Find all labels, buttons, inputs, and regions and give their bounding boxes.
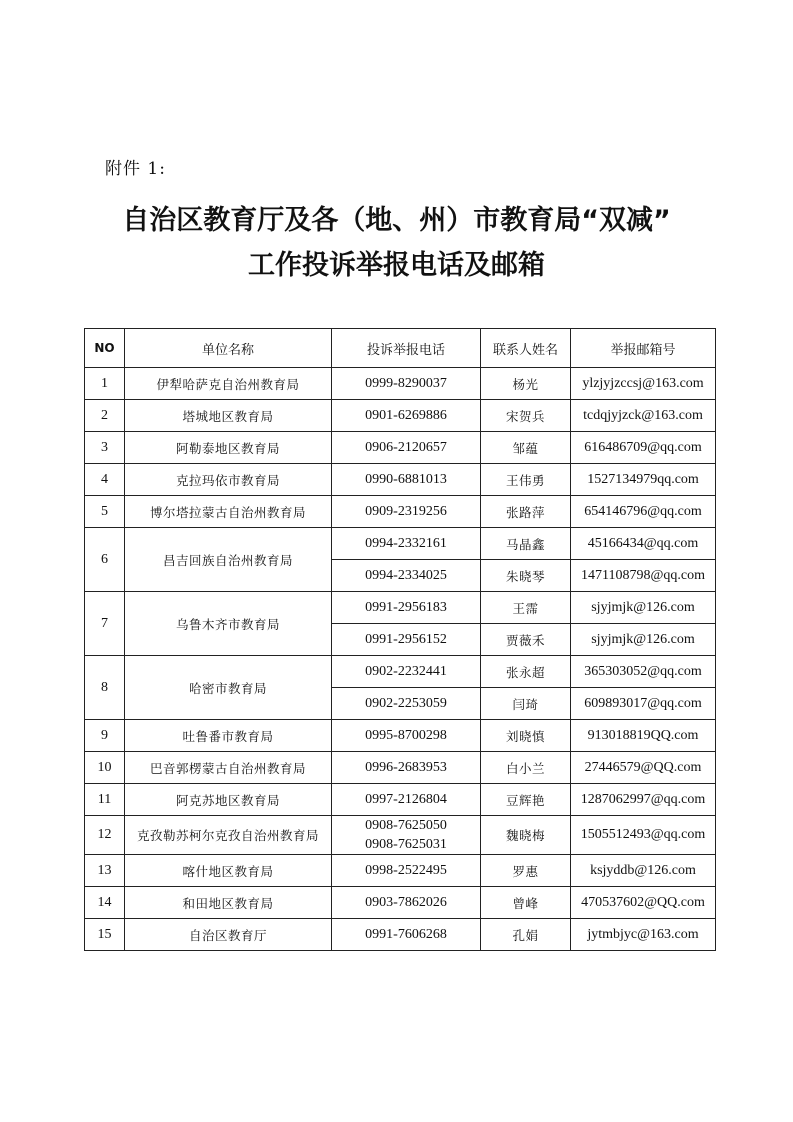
- row-number: 8: [85, 656, 125, 720]
- phone-number: 0903-7862026: [332, 887, 481, 919]
- email-address: 365303052@qq.com: [571, 656, 716, 688]
- contact-name: 白小兰: [481, 752, 571, 784]
- header-phone: 投诉举报电话: [332, 329, 481, 368]
- unit-name: 和田地区教育局: [125, 887, 332, 919]
- row-number: 1: [85, 368, 125, 400]
- contact-name: 邹蕴: [481, 432, 571, 464]
- table-row: [85, 592, 716, 624]
- contact-name: 王霈: [481, 592, 571, 624]
- row-number: 5: [85, 496, 125, 528]
- contact-name: 杨光: [481, 368, 571, 400]
- phone-number: 0999-8290037: [332, 368, 481, 400]
- email-address: 470537602@QQ.com: [571, 887, 716, 919]
- contact-name: 马晶鑫: [481, 528, 571, 560]
- unit-name: 克孜勒苏柯尔克孜自治州教育局: [125, 816, 332, 855]
- row-number: 4: [85, 464, 125, 496]
- phone-number: 0996-2683953: [332, 752, 481, 784]
- email-address: 1287062997@qq.com: [571, 784, 716, 816]
- row-number: 3: [85, 432, 125, 464]
- contact-name: 刘晓慎: [481, 720, 571, 752]
- header-unit: 单位名称: [125, 329, 332, 368]
- unit-name: 哈密市教育局: [125, 656, 332, 720]
- unit-name: 克拉玛依市教育局: [125, 464, 332, 496]
- table-row: [85, 887, 716, 919]
- unit-name: 巴音郭楞蒙古自治州教育局: [125, 752, 332, 784]
- email-address: 1505512493@qq.com: [571, 816, 716, 855]
- attachment-label: 附件 1:: [105, 159, 166, 179]
- phone-number: 0902-2232441: [332, 656, 481, 688]
- row-number: 12: [85, 816, 125, 855]
- row-number: 10: [85, 752, 125, 784]
- contact-name: 闫琦: [481, 688, 571, 720]
- table-header-row: [85, 329, 716, 368]
- table-row: [85, 432, 716, 464]
- row-number: 6: [85, 528, 125, 592]
- table-row: [85, 919, 716, 951]
- phone-number: 0991-2956183: [332, 592, 481, 624]
- table-row: [85, 784, 716, 816]
- document-title-line-2: 工作投诉举报电话及邮箱: [248, 250, 545, 281]
- table-row: [85, 720, 716, 752]
- contact-name: 张路萍: [481, 496, 571, 528]
- table-row: [85, 368, 716, 400]
- email-address: 27446579@QQ.com: [571, 752, 716, 784]
- email-address: 45166434@qq.com: [571, 528, 716, 560]
- contact-name: 孔娟: [481, 919, 571, 951]
- email-address: 913018819QQ.com: [571, 720, 716, 752]
- email-address: ylzjyjzccsj@163.com: [571, 368, 716, 400]
- email-address: jytmbjyc@163.com: [571, 919, 716, 951]
- phone-number: 0991-7606268: [332, 919, 481, 951]
- email-address: sjyjmjk@126.com: [571, 592, 716, 624]
- contact-name: 朱晓琴: [481, 560, 571, 592]
- row-number: 9: [85, 720, 125, 752]
- phone-number: 0998-2522495: [332, 855, 481, 887]
- unit-name: 乌鲁木齐市教育局: [125, 592, 332, 656]
- phone-number: 0909-2319256: [332, 496, 481, 528]
- unit-name: 伊犁哈萨克自治州教育局: [125, 368, 332, 400]
- table-row: [85, 400, 716, 432]
- table-row: [85, 855, 716, 887]
- table-body: [85, 368, 716, 951]
- phone-number: 0902-2253059: [332, 688, 481, 720]
- row-number: 15: [85, 919, 125, 951]
- phone-number: 0991-2956152: [332, 624, 481, 656]
- email-address: 609893017@qq.com: [571, 688, 716, 720]
- unit-name: 博尔塔拉蒙古自治州教育局: [125, 496, 332, 528]
- table-row: [85, 464, 716, 496]
- table-row: [85, 816, 716, 855]
- table-row: [85, 752, 716, 784]
- email-address: 1527134979qq.com: [571, 464, 716, 496]
- contact-name: 贾薇禾: [481, 624, 571, 656]
- row-number: 13: [85, 855, 125, 887]
- email-address: 616486709@qq.com: [571, 432, 716, 464]
- contact-table: [84, 328, 716, 951]
- phone-number: 0908-7625031: [365, 837, 447, 852]
- contact-name: 罗惠: [481, 855, 571, 887]
- row-number: 14: [85, 887, 125, 919]
- phone-number: 0994-2332161: [332, 528, 481, 560]
- unit-name: 吐鲁番市教育局: [125, 720, 332, 752]
- email-address: sjyjmjk@126.com: [571, 624, 716, 656]
- contact-name: 曾峰: [481, 887, 571, 919]
- phone-number-pair: [332, 816, 481, 855]
- phone-number: 0990-6881013: [332, 464, 481, 496]
- row-number: 2: [85, 400, 125, 432]
- table-row: [85, 656, 716, 688]
- contact-name: 张永超: [481, 656, 571, 688]
- unit-name: 阿勒泰地区教育局: [125, 432, 332, 464]
- header-no: NO: [85, 329, 125, 368]
- phone-number: 0994-2334025: [332, 560, 481, 592]
- email-address: ksjyddb@126.com: [571, 855, 716, 887]
- contact-name: 宋贺兵: [481, 400, 571, 432]
- email-address: tcdqjyjzck@163.com: [571, 400, 716, 432]
- document-title-line-1: 自治区教育厅及各（地、州）市教育局“双减”: [122, 205, 671, 236]
- unit-name: 塔城地区教育局: [125, 400, 332, 432]
- row-number: 11: [85, 784, 125, 816]
- phone-number: 0901-6269886: [332, 400, 481, 432]
- contact-name: 王伟勇: [481, 464, 571, 496]
- row-number: 7: [85, 592, 125, 656]
- phone-number: 0906-2120657: [332, 432, 481, 464]
- unit-name: 昌吉回族自治州教育局: [125, 528, 332, 592]
- email-address: 654146796@qq.com: [571, 496, 716, 528]
- unit-name: 阿克苏地区教育局: [125, 784, 332, 816]
- contact-name: 魏晓梅: [481, 816, 571, 855]
- phone-number: 0995-8700298: [332, 720, 481, 752]
- table-row: [85, 528, 716, 560]
- header-contact-name: 联系人姓名: [481, 329, 571, 368]
- email-address: 1471108798@qq.com: [571, 560, 716, 592]
- contact-name: 豆辉艳: [481, 784, 571, 816]
- unit-name: 自治区教育厅: [125, 919, 332, 951]
- phone-number: 0997-2126804: [332, 784, 481, 816]
- header-email: 举报邮箱号: [571, 329, 716, 368]
- table-row: [85, 496, 716, 528]
- unit-name: 喀什地区教育局: [125, 855, 332, 887]
- phone-number: 0908-7625050: [365, 818, 447, 833]
